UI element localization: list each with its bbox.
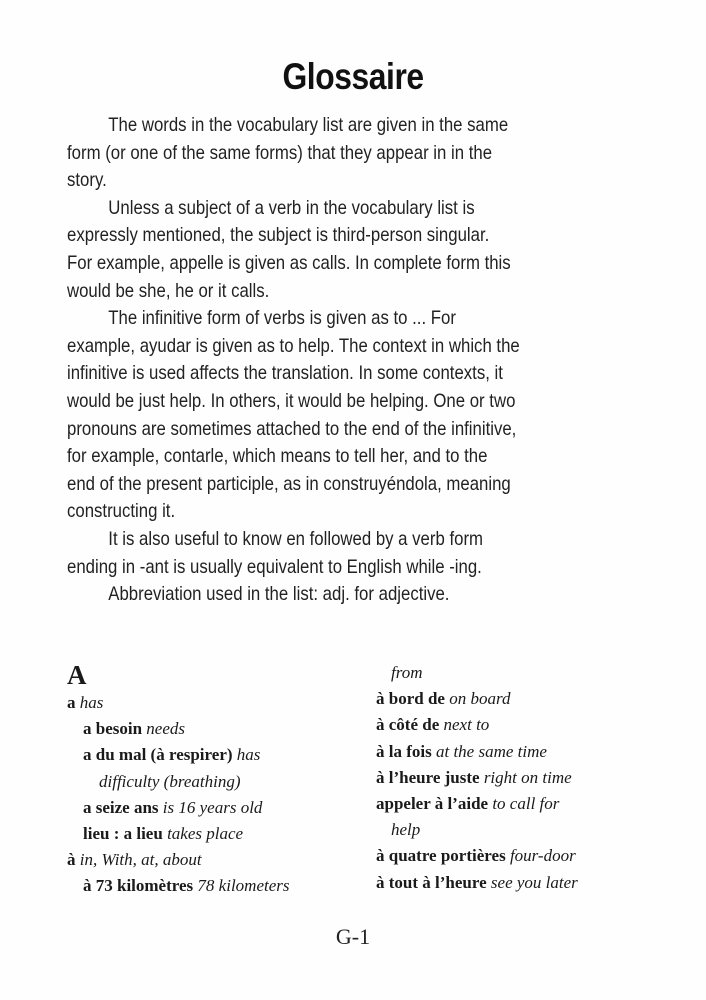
glossary-entry xyxy=(376,660,676,686)
glossary-entry xyxy=(67,873,357,899)
entry-translation: in, With, at, about xyxy=(79,850,202,870)
intro-line: form (or one of the same forms) that they appear in in the xyxy=(67,141,493,164)
glossary-entry xyxy=(376,817,676,843)
entry-translation: at the same time xyxy=(435,741,547,761)
intro-line: It is also useful to know en followed by a verb form xyxy=(108,527,483,550)
intro-line: Unless a subject of a verb in the vocabulary list is xyxy=(108,196,475,219)
entry-translation: see you later xyxy=(490,872,578,892)
intro-line: story. xyxy=(67,169,107,192)
entry-translation: is 16 years old xyxy=(162,797,263,817)
glossary-entry xyxy=(376,739,676,765)
intro-text xyxy=(67,112,687,609)
entry-headword: a du mal (à respirer) xyxy=(83,745,233,765)
entry-headword: a seize ans xyxy=(83,797,159,817)
entry-translation: needs xyxy=(146,719,186,739)
intro-line: infinitive is used affects the translation. In some contexts, it xyxy=(67,362,503,385)
entry-headword: appeler à l’aide xyxy=(376,794,489,814)
entry-headword: à bord de xyxy=(376,689,445,709)
glossary-entry xyxy=(376,843,676,869)
entry-headword: lieu : a lieu xyxy=(83,824,163,844)
glossary-entry xyxy=(67,716,357,742)
intro-line: The words in the vocabulary list are given in the same xyxy=(108,114,509,136)
intro-line: Abbreviation used in the list: adj. for adjective. xyxy=(108,583,450,606)
section-letter: A xyxy=(67,660,87,690)
page-title-text: Glossaire xyxy=(282,56,424,97)
entry-translation: takes place xyxy=(167,824,244,844)
intro-line: pronouns are sometimes attached to the end of the infinitive, xyxy=(67,417,517,440)
entry-translation: help xyxy=(391,820,421,840)
entry-headword: à tout à l’heure xyxy=(376,872,487,892)
glossary-entry xyxy=(67,847,357,873)
glossary-left-column xyxy=(67,660,357,900)
intro-line: ending in -ant is usually equivalent to English while -ing. xyxy=(67,555,482,578)
entry-translation: 78 kilometers xyxy=(197,876,290,896)
glossary-entry xyxy=(376,686,676,712)
entry-translation: next to xyxy=(443,715,490,735)
entry-translation: on board xyxy=(449,689,511,709)
intro-line: For example, appelle is given as calls. In complete form this xyxy=(67,251,511,274)
glossary-right-column xyxy=(376,660,676,896)
entry-translation: from xyxy=(391,663,423,682)
entry-headword: à côté de xyxy=(376,715,440,735)
entry-headword: à l’heure juste xyxy=(376,767,480,787)
glossary-entry xyxy=(67,795,357,821)
entry-translation: four-door xyxy=(509,846,576,866)
intro-line: for example, contarle, which means to tell her, and to the xyxy=(67,445,488,468)
entry-headword: a xyxy=(67,693,76,712)
glossary-entry xyxy=(376,870,676,896)
intro-line: The infinitive form of verbs is given as to ... For xyxy=(108,307,456,330)
intro-line: end of the present participle, as in construyéndola, meaning xyxy=(67,472,511,495)
page-number: G-1 xyxy=(335,924,371,949)
glossary-entry xyxy=(376,712,676,738)
entry-translation: has xyxy=(79,693,104,712)
glossary-entry xyxy=(376,791,676,817)
glossary-entry xyxy=(67,769,357,795)
glossary-entry xyxy=(376,765,676,791)
entry-headword: à xyxy=(67,850,76,870)
entry-headword: à quatre portières xyxy=(376,846,506,866)
intro-line: constructing it. xyxy=(67,500,176,523)
entry-translation: difficulty (breathing) xyxy=(99,771,241,791)
glossary-entry xyxy=(67,742,357,768)
glossary-entry xyxy=(67,821,357,847)
entry-translation: right on time xyxy=(483,767,572,787)
page-title xyxy=(0,56,706,98)
intro-line: would be just help. In others, it would be helping. One or two xyxy=(67,389,516,412)
glossary-entry xyxy=(67,690,357,716)
entry-headword: à la fois xyxy=(376,741,432,761)
entry-headword: à 73 kilomètres xyxy=(83,876,194,896)
entry-headword: a besoin xyxy=(83,719,143,739)
intro-line: example, ayudar is given as to help. The context in which the xyxy=(67,334,520,357)
entry-translation: has xyxy=(236,745,261,765)
entry-translation: to call for xyxy=(492,794,560,814)
intro-line: expressly mentioned, the subject is third-person singular. xyxy=(67,224,490,247)
intro-line: would be she, he or it calls. xyxy=(67,279,270,302)
